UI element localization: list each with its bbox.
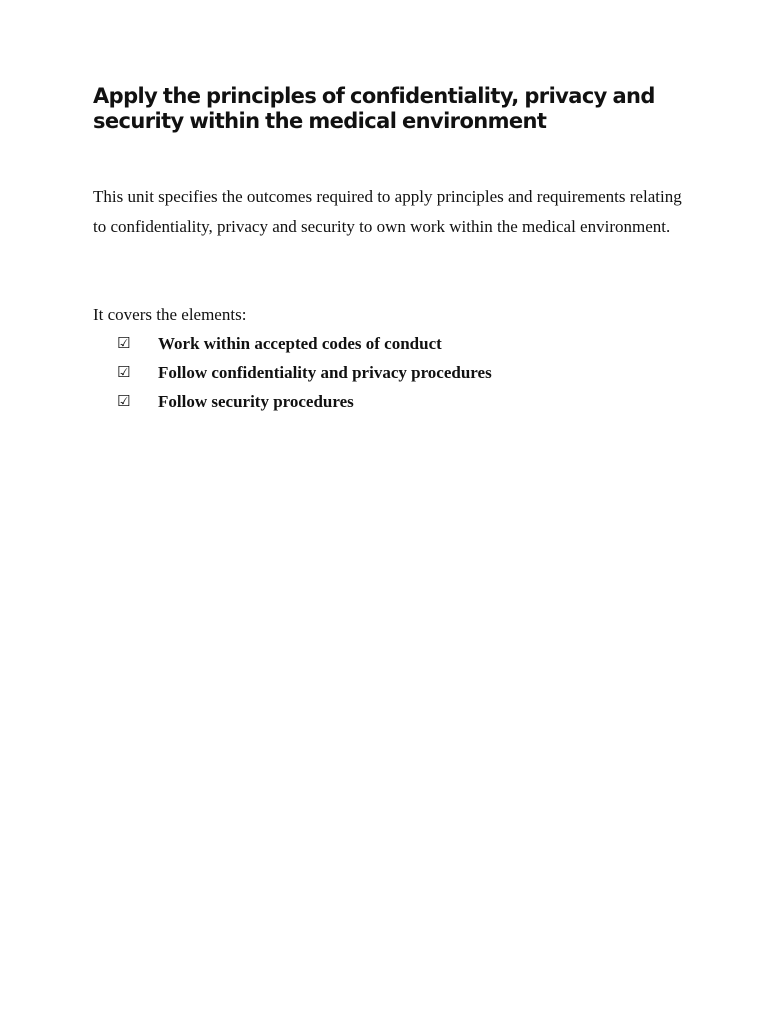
page-title: Apply the principles of confidentiality, privacy and security within the medical environment [93, 84, 655, 133]
checkbox-checked-icon: ☑ [117, 334, 131, 352]
element-label: Follow confidentiality and privacy procedures [158, 363, 492, 382]
elements-list [117, 329, 492, 416]
element-label: Follow security procedures [158, 392, 354, 411]
list-item [117, 329, 492, 358]
elements-heading: It covers the elements: [93, 305, 247, 324]
checkbox-checked-icon: ☑ [117, 392, 131, 410]
checkbox-checked-icon: ☑ [117, 363, 131, 381]
list-item [117, 358, 492, 387]
intro-paragraph: This unit specifies the outcomes required to apply principles and requirements relating to confidentiality, privacy and security to own work within the medical environment. [93, 187, 682, 236]
element-label: Work within accepted codes of conduct [158, 334, 442, 353]
list-item [117, 387, 492, 416]
